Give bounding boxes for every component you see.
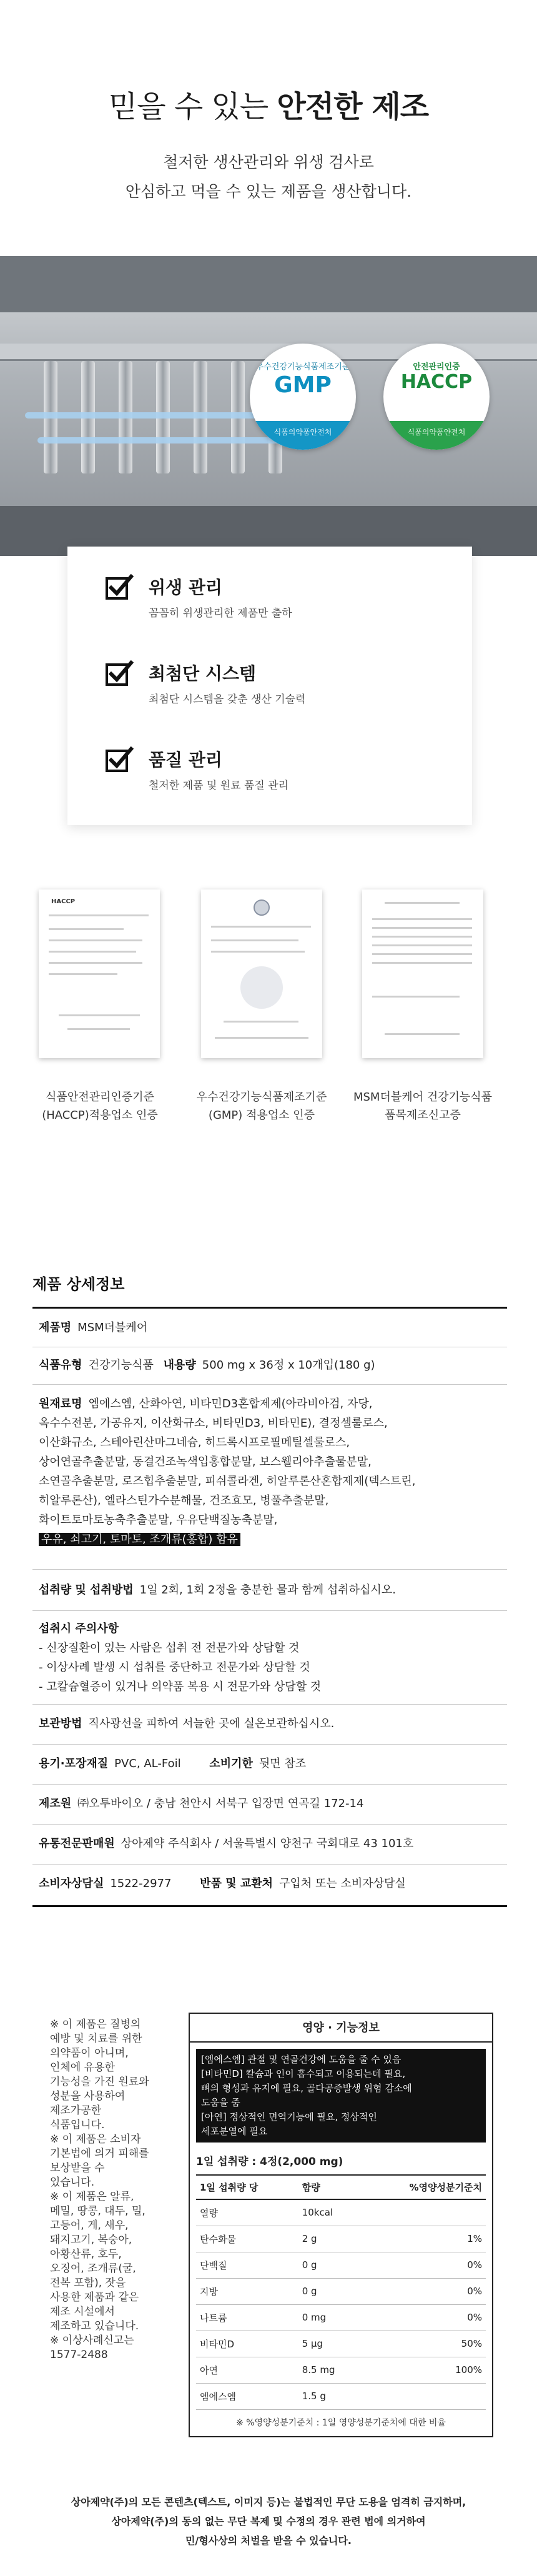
check-desc: 철저한 제품 및 원료 품질 관리 bbox=[149, 780, 289, 792]
notice-line: 아황산류, 호두, bbox=[50, 2248, 122, 2261]
ingredients-line: 히알루론산), 엘라스틴가수분해물, 건조효모, 병풀추출분말, bbox=[39, 1494, 329, 1507]
spec-label: 원재료명 bbox=[39, 1397, 82, 1410]
spec-value: MSM더블케어 bbox=[77, 1321, 148, 1334]
divider bbox=[32, 1610, 507, 1611]
caption-line: (HACCP)적용업소 인증 bbox=[42, 1109, 158, 1122]
spec-label: 소비자상담실 bbox=[39, 1877, 104, 1890]
caption-line: 우수건강기능식품제조기준 bbox=[196, 1091, 327, 1104]
gmp-certificate-image bbox=[201, 889, 322, 1058]
spec-row-seller bbox=[39, 1834, 501, 1853]
check-title: 최첨단 시스템 bbox=[149, 663, 257, 684]
table-row bbox=[196, 2383, 486, 2409]
caption-line: MSM더블케어 건강기능식품 bbox=[353, 1091, 493, 1104]
hero-title-part2: 안전한 제조 bbox=[277, 89, 429, 124]
notice-line: 성분을 사용하여 bbox=[50, 2090, 126, 2103]
machine-frame bbox=[0, 256, 537, 312]
ingredients-line: 화이트토마토농축추출분말, 우유단백질농축분말, bbox=[39, 1513, 278, 1527]
divider bbox=[32, 1569, 507, 1570]
ingredients-line: 엠에스엠, 산화아연, 비타민D3혼합제제(아라비아검, 자당, bbox=[88, 1397, 373, 1410]
notice-line: 기능성을 가진 원료와 bbox=[50, 2076, 149, 2088]
ingredients-line: 옥수수전분, 가공유지, 이산화규소, 비타민D3, 비타민E), 결정셀룰로스, bbox=[39, 1417, 388, 1430]
spec-label: 섭취시 주의사항 bbox=[39, 1622, 119, 1635]
hero-subtitle bbox=[0, 147, 537, 206]
gmp-certificate-caption bbox=[187, 1088, 337, 1124]
caption-line: 품목제조신고증 bbox=[385, 1109, 461, 1122]
function-line: [엠에스엠] 관절 및 연골건강에 도움을 줄 수 있음 bbox=[201, 2054, 402, 2065]
spec-value: PVC, AL-Foil bbox=[114, 1757, 181, 1770]
spec-row-consult bbox=[39, 1874, 501, 1893]
nutrient-amount: 10kcal bbox=[298, 2199, 362, 2226]
nutrient-amount: 2 g bbox=[298, 2226, 362, 2252]
footer-line: 상아제약(주)의 모든 콘텐츠(텍스트, 이미지 등)는 불법적인 무단 도용을 엄격히 금지하며, bbox=[71, 2496, 466, 2508]
notice-line: 있습니다. bbox=[50, 2176, 95, 2189]
spec-row-maker bbox=[39, 1794, 501, 1813]
function-line: 도움을 줌 bbox=[201, 2097, 240, 2108]
ingredients-line: 이산화규소, 스테아린산마그네슘, 히드록시프로필메틸셀룰로스, bbox=[39, 1436, 350, 1449]
nutrient-percent bbox=[361, 2199, 486, 2226]
ingredients-line: 소연골추출분말, 로즈힙추출분말, 피쉬콜라겐, 히알루론산혼합제제(덱스트린, bbox=[39, 1475, 416, 1488]
ingredients-line: 상어연골추출분말, 동결건조녹색입홍합분말, 보스웰리아추출물분말, bbox=[39, 1455, 372, 1469]
spec-label: 소비기한 bbox=[209, 1757, 253, 1770]
notice-line: 제조하고 있습니다. bbox=[50, 2320, 139, 2332]
notice-line: 제조 시설에서 bbox=[50, 2306, 115, 2318]
spec-label: 용기·포장재질 bbox=[39, 1757, 109, 1770]
table-row bbox=[196, 2357, 486, 2383]
spec-value: 1522-2977 bbox=[110, 1877, 172, 1890]
column-header: 1일 섭취량 당 bbox=[196, 2175, 298, 2199]
spec-heading: 제품 상세정보 bbox=[32, 1276, 125, 1293]
table-row bbox=[196, 2252, 486, 2278]
caution-line: - 고칼슘혈증이 있거나 의약품 복용 시 전문가와 상담할 것 bbox=[39, 1680, 322, 1693]
nutrient-amount: 0 g bbox=[298, 2278, 362, 2304]
haccp-certificate-caption bbox=[25, 1088, 175, 1124]
footer-line: 상아제약(주)의 동의 없는 무단 복제 및 수정의 경우 관련 법에 의거하여 bbox=[111, 2515, 426, 2527]
spec-label: 내용량 bbox=[163, 1359, 196, 1372]
product-report-certificate-image bbox=[362, 889, 483, 1058]
notice-line: 보상받을 수 bbox=[50, 2162, 105, 2174]
gmp-badge-top: 우수건강기능식품제조기준 bbox=[255, 362, 350, 372]
nutrient-name: 지방 bbox=[196, 2278, 298, 2304]
divider bbox=[32, 1704, 507, 1705]
check-desc: 꼼꼼히 위생관리한 제품만 출하 bbox=[149, 607, 292, 620]
nutrient-percent: 1% bbox=[361, 2226, 486, 2252]
check-desc: 최첨단 시스템을 갖춘 생산 기술력 bbox=[149, 693, 306, 706]
function-line: [비타민D] 칼슘과 인이 흡수되고 이용되는데 필요, bbox=[201, 2068, 406, 2079]
divider bbox=[32, 1307, 507, 1309]
notice-line: 사용한 제품과 같은 bbox=[50, 2291, 139, 2304]
emblem-icon bbox=[252, 898, 271, 917]
spec-label: 제품명 bbox=[39, 1321, 72, 1334]
nutrient-name: 엠에스엠 bbox=[196, 2383, 298, 2409]
haccp-badge-strip: 식품의약품안전처 bbox=[383, 421, 490, 450]
notice-line: ※ 이 제품은 질병의 bbox=[50, 2018, 141, 2031]
notice-line: ※ 이상사례신고는 bbox=[50, 2334, 134, 2347]
product-report-caption bbox=[348, 1088, 498, 1124]
nutrition-table bbox=[196, 2174, 486, 2410]
notice-line: 기본법에 의거 피해를 bbox=[50, 2147, 149, 2160]
spec-row-product-name bbox=[39, 1318, 501, 1337]
nutrient-amount: 8.5 mg bbox=[298, 2357, 362, 2383]
spec-value: ㈜오투바이오 / 충남 천안시 서북구 입장면 연곡길 172-14 bbox=[77, 1797, 364, 1810]
gmp-badge bbox=[250, 344, 356, 450]
table-row bbox=[196, 2278, 486, 2304]
allergen-highlight: 우유, 쇠고기, 토마토, 조개류(홍합) 함유 bbox=[39, 1533, 240, 1546]
hero-title bbox=[0, 82, 537, 126]
spec-row-caution bbox=[39, 1619, 501, 1697]
table-row bbox=[196, 2304, 486, 2331]
caution-line: - 이상사례 발생 시 섭취를 중단하고 전문가와 상담할 것 bbox=[39, 1661, 310, 1674]
check-title: 위생 관리 bbox=[149, 577, 222, 598]
function-line: 세포분열에 필요 bbox=[201, 2126, 268, 2137]
nutrient-name: 아연 bbox=[196, 2357, 298, 2383]
spec-row-storage bbox=[39, 1714, 501, 1733]
watermark-seal-icon bbox=[239, 964, 285, 1011]
checkbox-checked-icon bbox=[105, 659, 134, 688]
nutrient-percent: 0% bbox=[361, 2278, 486, 2304]
spec-value: 상아제약 주식회사 / 서울특별시 양천구 국회대로 43 101호 bbox=[121, 1837, 414, 1850]
nutrient-amount: 0 g bbox=[298, 2252, 362, 2278]
notice-line: 인체에 유용한 bbox=[50, 2061, 115, 2074]
divider bbox=[32, 1905, 507, 1907]
nutrient-amount: 1.5 g bbox=[298, 2383, 362, 2409]
hero-subtitle-line2: 안심하고 먹을 수 있는 제품을 생산합니다. bbox=[125, 182, 412, 201]
gmp-badge-strip: 식품의약품안전처 bbox=[250, 421, 356, 450]
table-header-row bbox=[196, 2175, 486, 2199]
notice-line: 1577-2488 bbox=[50, 2349, 108, 2361]
haccp-badge bbox=[383, 344, 490, 450]
spec-label: 유통전문판매원 bbox=[39, 1837, 115, 1850]
table-row bbox=[196, 2331, 486, 2357]
spec-row-intake bbox=[39, 1580, 501, 1600]
spec-row-ingredients bbox=[39, 1394, 501, 1549]
spec-label: 섭취량 및 섭취방법 bbox=[39, 1583, 134, 1597]
nutrient-percent: 50% bbox=[361, 2331, 486, 2357]
spec-label: 보관방법 bbox=[39, 1717, 82, 1730]
legal-notice bbox=[50, 2018, 155, 2362]
divider bbox=[32, 1864, 507, 1865]
check-title: 품질 관리 bbox=[149, 750, 222, 770]
hero-subtitle-line1: 철저한 생산관리와 위생 검사로 bbox=[163, 153, 374, 171]
serving-size: 1일 섭취량 : 4정(2,000 mg) bbox=[196, 2156, 343, 2168]
nutrition-panel bbox=[189, 2013, 493, 2437]
nutrient-amount: 5 μg bbox=[298, 2331, 362, 2357]
divider bbox=[32, 1384, 507, 1385]
divider bbox=[32, 1784, 507, 1785]
nutrient-percent: 0% bbox=[361, 2304, 486, 2331]
notice-line: ※ 이 제품은 소비자 bbox=[50, 2133, 141, 2146]
checkbox-checked-icon bbox=[105, 745, 134, 774]
nutrient-name: 단백질 bbox=[196, 2252, 298, 2278]
nutrition-title: 영양 · 기능정보 bbox=[190, 2014, 492, 2043]
caption-line: (GMP) 적용업소 인증 bbox=[208, 1109, 315, 1122]
hero-title-part1: 믿을 수 있는 bbox=[108, 89, 268, 124]
nutrient-percent: 0% bbox=[361, 2252, 486, 2278]
caption-line: 식품안전관리인증기준 bbox=[46, 1091, 154, 1104]
nutrient-name: 나트륨 bbox=[196, 2304, 298, 2331]
factory-photo bbox=[0, 256, 537, 556]
column-header: 함량 bbox=[298, 2175, 362, 2199]
certificate-gallery bbox=[0, 872, 537, 1078]
notice-line: 예방 및 치료를 위한 bbox=[50, 2033, 142, 2045]
nutrient-name: 열량 bbox=[196, 2199, 298, 2226]
haccp-badge-top: 안전관리인증 bbox=[413, 362, 460, 372]
certificate-heading: HACCP bbox=[51, 898, 76, 905]
notice-line: 돼지고기, 복숭아, bbox=[50, 2234, 132, 2246]
quality-checklist bbox=[67, 547, 472, 825]
spec-label: 식품유형 bbox=[39, 1359, 82, 1372]
nutrient-name: 비타민D bbox=[196, 2331, 298, 2357]
functionality-box bbox=[196, 2049, 486, 2143]
notice-line: ※ 이 제품은 알류, bbox=[50, 2191, 134, 2203]
notice-line: 전복 포함), 잣을 bbox=[50, 2277, 126, 2289]
haccp-badge-logo: HACCP bbox=[400, 371, 473, 393]
spec-row-packaging bbox=[39, 1754, 501, 1773]
notice-line: 식품입니다. bbox=[50, 2119, 105, 2131]
notice-line: 고등어, 게, 새우, bbox=[50, 2219, 129, 2232]
function-line: [아연] 정상적인 면역기능에 필요, 정상적인 bbox=[201, 2111, 377, 2123]
gmp-badge-logo: GMP bbox=[274, 372, 332, 398]
column-header: %영양성분기준치 bbox=[361, 2175, 486, 2199]
table-row bbox=[196, 2226, 486, 2252]
spec-value: 500 mg x 36정 x 10개입(180 g) bbox=[202, 1359, 375, 1372]
notice-line: 메밀, 땅콩, 대두, 밀, bbox=[50, 2205, 145, 2217]
notice-line: 제조가공한 bbox=[50, 2104, 102, 2117]
spec-label: 반품 및 교환처 bbox=[200, 1877, 273, 1890]
nutrition-footnote: ※ %영양성분기준치 : 1일 영양성분기준치에 대한 비율 bbox=[236, 2417, 446, 2428]
table-row bbox=[196, 2199, 486, 2226]
spec-row-food-type bbox=[39, 1355, 501, 1375]
notice-line: 의약품이 아니며, bbox=[50, 2047, 129, 2059]
haccp-certificate-image bbox=[39, 889, 160, 1058]
nutrient-amount: 0 mg bbox=[298, 2304, 362, 2331]
notice-line: 오징어, 조개류(굴, bbox=[50, 2262, 136, 2275]
spec-label: 제조원 bbox=[39, 1797, 72, 1810]
divider bbox=[32, 1824, 507, 1825]
divider bbox=[32, 1744, 507, 1745]
spec-value: 뒷면 참조 bbox=[259, 1757, 307, 1770]
nutrient-percent: 100% bbox=[361, 2357, 486, 2383]
spec-value: 직사광선을 피하여 서늘한 곳에 실온보관하십시오. bbox=[88, 1717, 335, 1730]
spec-value: 건강기능식품 bbox=[88, 1359, 154, 1372]
caution-line: - 신장질환이 있는 사람은 섭취 전 전문가와 상담할 것 bbox=[39, 1642, 300, 1655]
function-line: 뼈의 형성과 유지에 필요, 골다공증발생 위험 감소에 bbox=[201, 2083, 412, 2094]
checkbox-checked-icon bbox=[105, 573, 134, 602]
spec-value: 1일 2회, 1회 2정을 충분한 물과 함께 섭취하십시오. bbox=[139, 1583, 396, 1597]
nutrient-name: 탄수화물 bbox=[196, 2226, 298, 2252]
footer-line: 민/형사상의 처벌을 받을 수 있습니다. bbox=[185, 2535, 352, 2547]
spec-value: 구입처 또는 소비자상담실 bbox=[279, 1877, 406, 1890]
nutrient-percent bbox=[361, 2383, 486, 2409]
copyright-footer bbox=[0, 2492, 537, 2550]
